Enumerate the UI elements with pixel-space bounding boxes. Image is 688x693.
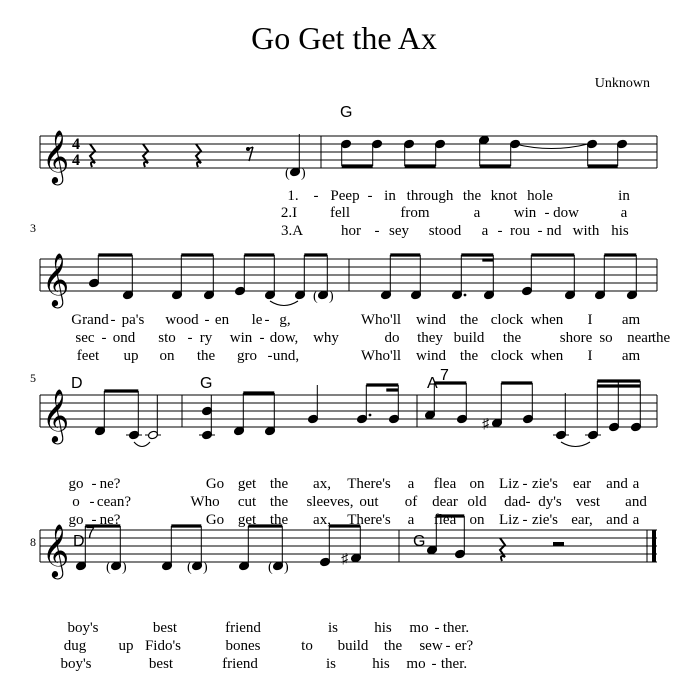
lyric-syllable: the <box>383 638 403 654</box>
lyric-syllable: the <box>269 494 289 510</box>
sharp-icon: ♯ <box>482 417 489 432</box>
chord-symbol: D <box>73 533 85 550</box>
lyric-syllable: ther. <box>440 656 468 672</box>
lyric-syllable: cut <box>237 494 257 510</box>
chord-symbol: G <box>200 375 213 392</box>
lyric-syllable: zie's <box>531 476 559 492</box>
lyric-syllable: sleeves, <box>306 494 354 510</box>
lyric-syllable: - <box>259 330 265 346</box>
lyric-syllable: clock <box>490 312 524 328</box>
lyric-syllable: wind <box>416 348 446 364</box>
lyric-syllable: a <box>620 205 628 221</box>
lyric-syllable: up <box>123 348 139 364</box>
lyric-syllable: the <box>651 330 671 346</box>
lyric-syllable: - <box>544 205 550 221</box>
lyric-syllable: the <box>196 348 216 364</box>
lyric-syllable: Who <box>190 494 220 510</box>
chord-symbol: G <box>340 104 353 121</box>
lyric-syllable: a <box>632 512 640 528</box>
lyric-syllable: le <box>251 312 263 328</box>
lyric-syllable: vest <box>575 494 601 510</box>
treble-clef-icon: 𝄞 <box>42 390 70 441</box>
lyric-syllable: in <box>384 188 396 204</box>
lyric-syllable: There's <box>347 512 391 528</box>
lyric-syllable: - <box>522 476 528 492</box>
measure-number: 3 <box>30 221 36 235</box>
chord-symbol: G <box>413 533 426 550</box>
lyric-syllable: dow, <box>269 330 299 346</box>
note-paren: ( <box>187 560 192 575</box>
lyric-syllable: am <box>621 312 641 328</box>
lyric-syllable: ry <box>199 330 213 346</box>
lyric-syllable: zie's <box>531 512 559 528</box>
quarter-rest-icon <box>90 144 95 167</box>
lyric-syllable: gro <box>237 348 257 364</box>
lyric-syllable: hole <box>527 188 553 204</box>
lyric-syllable: a <box>407 476 415 492</box>
lyric-syllable: rou <box>510 223 530 239</box>
lyric-syllable: - <box>537 223 543 239</box>
lyric-syllable: There's <box>347 476 391 492</box>
lyric-syllable: wind <box>416 312 446 328</box>
lyric-syllable: - <box>264 312 270 328</box>
lyric-syllable: a <box>473 205 481 221</box>
lyric-syllable: sec <box>75 330 95 346</box>
lyric-syllable: the <box>459 348 479 364</box>
lyric-syllable: I <box>587 348 593 364</box>
lyric-syllable: the <box>462 188 482 204</box>
lyric-syllable: win <box>513 205 537 221</box>
note-paren: ( <box>313 289 318 304</box>
lyric-syllable: ax, <box>313 476 331 492</box>
lyric-syllable: - <box>91 512 97 528</box>
lyric-syllable: - <box>313 188 319 204</box>
lyric-syllable: stood <box>428 223 462 239</box>
treble-clef-icon: 𝄞 <box>42 131 70 182</box>
lyric-syllable: pa's <box>121 312 145 328</box>
lyric-syllable: build <box>337 638 369 654</box>
lyric-syllable: - <box>204 312 210 328</box>
lyric-syllable: boy's <box>67 620 99 636</box>
lyric-syllable: ear <box>572 476 592 492</box>
lyric-syllable: friend <box>225 620 261 636</box>
lyric-syllable: go <box>68 512 84 528</box>
lyric-syllable: best <box>152 620 178 636</box>
note-paren: ) <box>203 560 208 575</box>
lyric-syllable: - <box>445 638 451 654</box>
lyric-syllable: - <box>89 494 95 510</box>
quarter-rest-icon <box>196 144 201 167</box>
lyric-syllable: when <box>530 348 564 364</box>
lyric-syllable: 3.A <box>280 223 304 239</box>
lyric-syllable: ther. <box>442 620 470 636</box>
lyric-syllable: sew <box>419 638 443 654</box>
treble-clef-icon: 𝄞 <box>42 254 70 305</box>
lyric-syllable: boy's <box>60 656 92 672</box>
lyric-syllable: with <box>572 223 600 239</box>
lyric-syllable: Peep <box>330 188 360 204</box>
lyric-syllable: Liz <box>499 476 519 492</box>
lyric-syllable: ond <box>112 330 136 346</box>
lyric-syllable: Go <box>205 476 225 492</box>
lyric-syllable: - <box>525 494 531 510</box>
lyric-syllable: a <box>632 476 640 492</box>
lyric-syllable: sey <box>389 223 409 239</box>
lyric-syllable: wood <box>165 312 199 328</box>
lyric-syllable: and <box>625 494 647 510</box>
note-dot <box>369 414 372 417</box>
lyric-syllable: go <box>68 476 84 492</box>
lyric-syllable: Who'll <box>360 348 402 364</box>
tie <box>515 144 588 149</box>
quarter-rest-icon <box>500 538 505 561</box>
lyric-syllable: I <box>587 312 593 328</box>
lyric-syllable: cean? <box>96 494 132 510</box>
lyric-syllable: - <box>367 188 373 204</box>
lyric-syllable: hor <box>341 223 361 239</box>
lyric-syllable: on <box>469 476 485 492</box>
lyric-syllable: Who'll <box>360 312 402 328</box>
lyric-syllable: his <box>372 656 390 672</box>
note-paren: ( <box>285 166 290 181</box>
lyric-syllable: - <box>522 512 528 528</box>
lyric-syllable: Fido's <box>144 638 182 654</box>
lyric-syllable: near <box>627 330 653 346</box>
song-title: Go Get the Ax <box>251 20 437 56</box>
lyric-syllable: Liz <box>499 512 519 528</box>
lyric-syllable: the <box>459 312 479 328</box>
treble-clef-icon: 𝄞 <box>42 525 70 576</box>
lyric-syllable: and <box>606 512 628 528</box>
lyric-syllable: win <box>229 330 253 346</box>
lyric-syllable: of <box>404 494 418 510</box>
time-signature: 4 <box>72 152 80 169</box>
lyric-syllable: from <box>400 205 430 221</box>
lyric-syllable: is <box>325 656 337 672</box>
lyric-syllable: get <box>237 512 257 528</box>
note-paren: ( <box>106 560 111 575</box>
lyric-syllable: up <box>118 638 134 654</box>
lyric-syllable: why <box>313 330 339 346</box>
lyric-syllable: is <box>327 620 339 636</box>
lyric-syllable: ax, <box>313 512 331 528</box>
lyric-syllable: flea <box>433 476 457 492</box>
lyric-syllable: dy's <box>538 494 562 510</box>
lyric-syllable: - <box>91 476 97 492</box>
lyric-syllable: build <box>453 330 485 346</box>
lyric-syllable: old <box>467 494 487 510</box>
chord-superscript: 7 <box>440 367 449 384</box>
note-paren: ( <box>268 560 273 575</box>
chord-superscript: 7 <box>86 525 95 542</box>
lyric-syllable: - <box>110 312 116 328</box>
lyric-syllable: bones <box>225 638 261 654</box>
lyric-syllable: out <box>359 494 379 510</box>
tie <box>134 442 150 447</box>
lyric-syllable: er? <box>454 638 474 654</box>
lyric-syllable: and <box>606 476 628 492</box>
quarter-rest-icon <box>143 144 148 167</box>
lyric-syllable: so <box>599 330 613 346</box>
lyric-syllable: Grand <box>71 312 109 328</box>
lyric-syllable: Go <box>205 512 225 528</box>
lyric-syllable: a <box>407 512 415 528</box>
lyric-syllable: - <box>267 348 273 364</box>
lyric-syllable: get <box>237 476 257 492</box>
lyric-syllable: - <box>187 330 193 346</box>
measure-number: 8 <box>30 535 36 549</box>
lyric-syllable: 2.I <box>280 205 298 221</box>
lyric-syllable: - <box>431 656 437 672</box>
tie <box>270 301 298 306</box>
lyric-syllable: a <box>481 223 489 239</box>
lyric-syllable: on <box>469 512 485 528</box>
lyric-syllable: to <box>301 638 313 654</box>
composer-credit: Unknown <box>594 76 650 91</box>
lyric-syllable: mo <box>406 656 426 672</box>
lyric-syllable: nd <box>546 223 562 239</box>
note-paren: ) <box>122 560 127 575</box>
lyric-syllable: dow <box>553 205 579 221</box>
sharp-icon: ♯ <box>341 552 348 567</box>
note-dot <box>464 294 467 297</box>
lyric-syllable: mo <box>409 620 429 636</box>
lyric-syllable: ne? <box>99 512 121 528</box>
lyric-syllable: the <box>269 476 289 492</box>
lyric-syllable: on <box>159 348 175 364</box>
note-paren: ) <box>284 560 289 575</box>
time-signature: 4 <box>72 136 80 153</box>
half-rest-icon <box>553 542 564 546</box>
lyric-syllable: en <box>214 312 230 328</box>
lyric-syllable: his <box>374 620 392 636</box>
lyric-syllable: friend <box>222 656 258 672</box>
lyric-syllable: am <box>621 348 641 364</box>
lyric-syllable: the <box>269 512 289 528</box>
chord-symbol: D <box>71 375 83 392</box>
lyric-syllable: do <box>384 330 400 346</box>
chord-symbol: A <box>427 375 438 392</box>
lyric-syllable: 1. <box>287 188 299 204</box>
lyric-syllable: ear, <box>571 512 593 528</box>
lyric-syllable: the <box>502 330 522 346</box>
lyric-syllable: dug <box>63 638 87 654</box>
lyric-syllable: dear <box>432 494 458 510</box>
lyric-syllable: - <box>434 620 440 636</box>
lyric-syllable: in <box>618 188 630 204</box>
tie <box>561 442 590 447</box>
note-paren: ) <box>301 166 306 181</box>
lyric-syllable: - <box>101 330 107 346</box>
lyric-syllable: shore <box>559 330 593 346</box>
lyric-syllable: clock <box>490 348 524 364</box>
lyric-syllable: his <box>611 223 629 239</box>
lyric-syllable: they <box>417 330 443 346</box>
lyric-syllable: best <box>148 656 174 672</box>
lyric-syllable: when <box>530 312 564 328</box>
lyric-syllable: o <box>72 494 80 510</box>
lyric-syllable: flea <box>433 512 457 528</box>
lyric-syllable: g, <box>279 312 291 328</box>
lyric-syllable: feet <box>76 348 100 364</box>
lyric-syllable: und, <box>272 348 300 364</box>
lyric-syllable: - <box>497 223 503 239</box>
lyric-syllable: through <box>406 188 454 204</box>
note-paren: ) <box>329 289 334 304</box>
lyric-syllable: dad <box>504 494 526 510</box>
lyric-syllable: sto <box>158 330 176 346</box>
lyric-syllable: ne? <box>99 476 121 492</box>
lyric-syllable: - <box>374 223 380 239</box>
lyric-syllable: knot <box>490 188 518 204</box>
lyric-syllable: fell <box>330 205 350 221</box>
measure-number: 5 <box>30 371 36 385</box>
